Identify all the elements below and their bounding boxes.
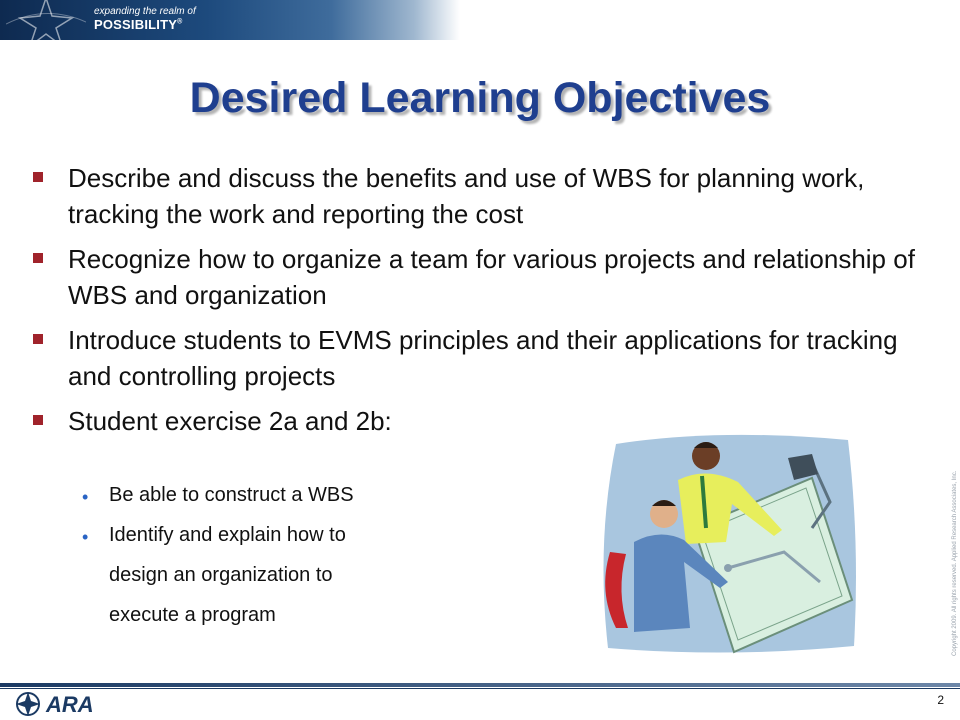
- square-bullet-icon: [33, 415, 43, 425]
- exercise-sublist: [78, 480, 598, 640]
- footer-rule: [0, 683, 960, 687]
- star-icon: [6, 0, 86, 40]
- copyright-notice: Copyright 2009. All rights reserved. Applied Research Associates, Inc.: [952, 470, 958, 656]
- objective-item: Recognize how to organize a team for various projects and relationship of WBS and organization: [30, 241, 930, 313]
- objective-item: Describe and discuss the benefits and use of WBS for planning work, tracking the work and reporting the cost: [30, 160, 930, 232]
- tagline-line1: expanding the realm of: [94, 6, 196, 17]
- objective-item: Student exercise 2a and 2b:: [30, 403, 930, 439]
- square-bullet-icon: [33, 172, 43, 182]
- square-bullet-icon: [33, 253, 43, 263]
- dot-bullet-icon: •: [82, 527, 89, 547]
- trademark-symbol: ®: [177, 18, 183, 26]
- footer-rule-thin: [0, 688, 960, 689]
- tagline-line2: POSSIBILITY®: [94, 17, 183, 32]
- page-number: 2: [937, 693, 944, 707]
- header-banner: [0, 0, 460, 40]
- exercise-subitem: • Identify and explain how to design an organization to execute a program: [82, 524, 346, 626]
- exercise-subitem: • Be able to construct a WBS: [78, 480, 598, 510]
- ara-logo: [14, 690, 124, 718]
- square-bullet-icon: [33, 334, 43, 344]
- slide-title: Desired Learning Objectives: [189, 74, 771, 122]
- svg-text:ARA: ARA: [46, 692, 94, 717]
- objectives-list: [30, 160, 930, 448]
- dot-bullet-icon: •: [82, 487, 89, 507]
- objective-item: Introduce students to EVMS principles and their applications for tracking and controlling projects: [30, 322, 930, 394]
- drafting-clipart-image: [598, 432, 860, 654]
